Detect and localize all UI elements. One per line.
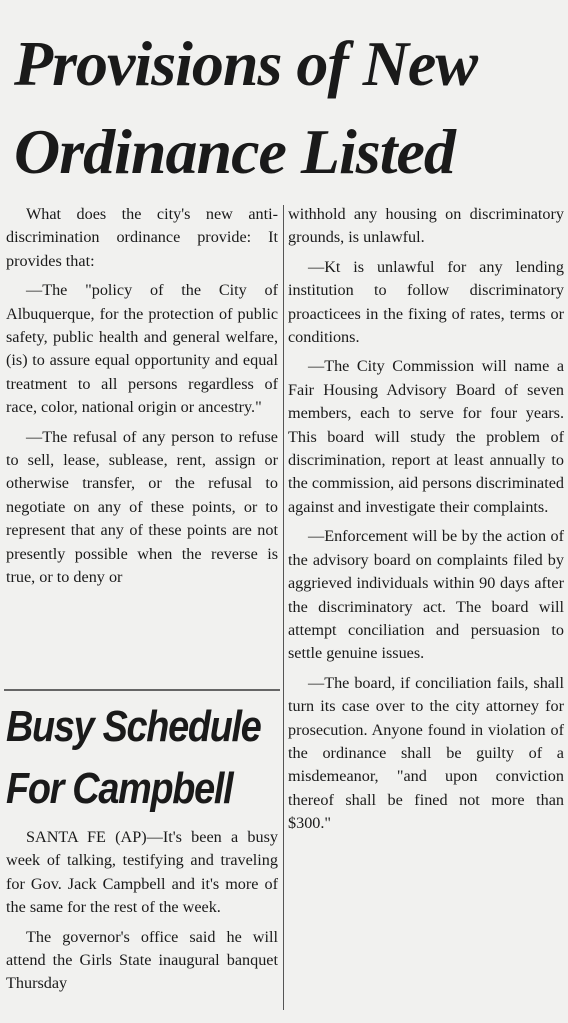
article-paragraph: —The refusal of any person to refuse to sell, lease, sublease, rent, assign or otherwise transfer, or the refusal to negotiate on any of these points, or to represent that any of these points are not presently possible when the reverse is true, or to deny or xyxy=(6,427,278,587)
article-paragraph: —Enforcement will be by the action of the advisory board on complaints filed by aggrieved individuals within 90 days after the discriminatory act. The board will attempt conciliation and persuasion to settle genuine issues. xyxy=(288,527,564,663)
article-paragraph: —Kt is unlawful for any lending institution to follow discriminatory proacticees in the fixing of rates, terms or conditions. xyxy=(288,257,564,347)
column-divider xyxy=(283,205,284,1010)
second-article-headline-line2: For Campbell xyxy=(6,764,233,813)
article-paragraph: withhold any housing on discriminatory grounds, is unlawful. xyxy=(288,205,564,247)
section-divider xyxy=(4,689,280,691)
article-left-column xyxy=(6,203,278,590)
article-paragraph: —The "policy of the City of Albuquerque, for the protection of public safety, public health and general welfare, (is) to assure equal opportunity and equal treatment to all persons regardless of race, color, national origin or ancestry." xyxy=(6,281,278,417)
article-paragraph: —The City Commission will name a Fair Housing Advisory Board of seven members, each to serve for four years. This board will study the problem of discrimination, report at least annually to the commission, aid persons discriminated against and investigate their complaints. xyxy=(288,357,564,516)
article-paragraph: The governor's office said he will attend the Girls State inaugural banquet Thursday xyxy=(6,927,278,993)
article-right-column xyxy=(288,203,564,836)
second-article-column xyxy=(6,826,278,996)
article-headline-line1: Provisions of New xyxy=(14,28,477,99)
second-article-headline-line1: Busy Schedule xyxy=(6,702,261,751)
article-paragraph: —The board, if conciliation fails, shall turn its case over to the city attorney for prosecution. Anyone found in violation of the ordinance shall be guilty of a misdemeanor, "and upon conviction thereof shall be fined not more than $300." xyxy=(288,673,564,833)
article-headline-line2: Ordinance Listed xyxy=(14,116,455,187)
article-paragraph: SANTA FE (AP)—It's been a busy week of talking, testifying and traveling for Gov. Jack Campbell and it's more of the same for the rest of the week. xyxy=(6,828,278,917)
article-paragraph: What does the city's new anti-discrimination ordinance provide: It provides that: xyxy=(6,205,278,270)
